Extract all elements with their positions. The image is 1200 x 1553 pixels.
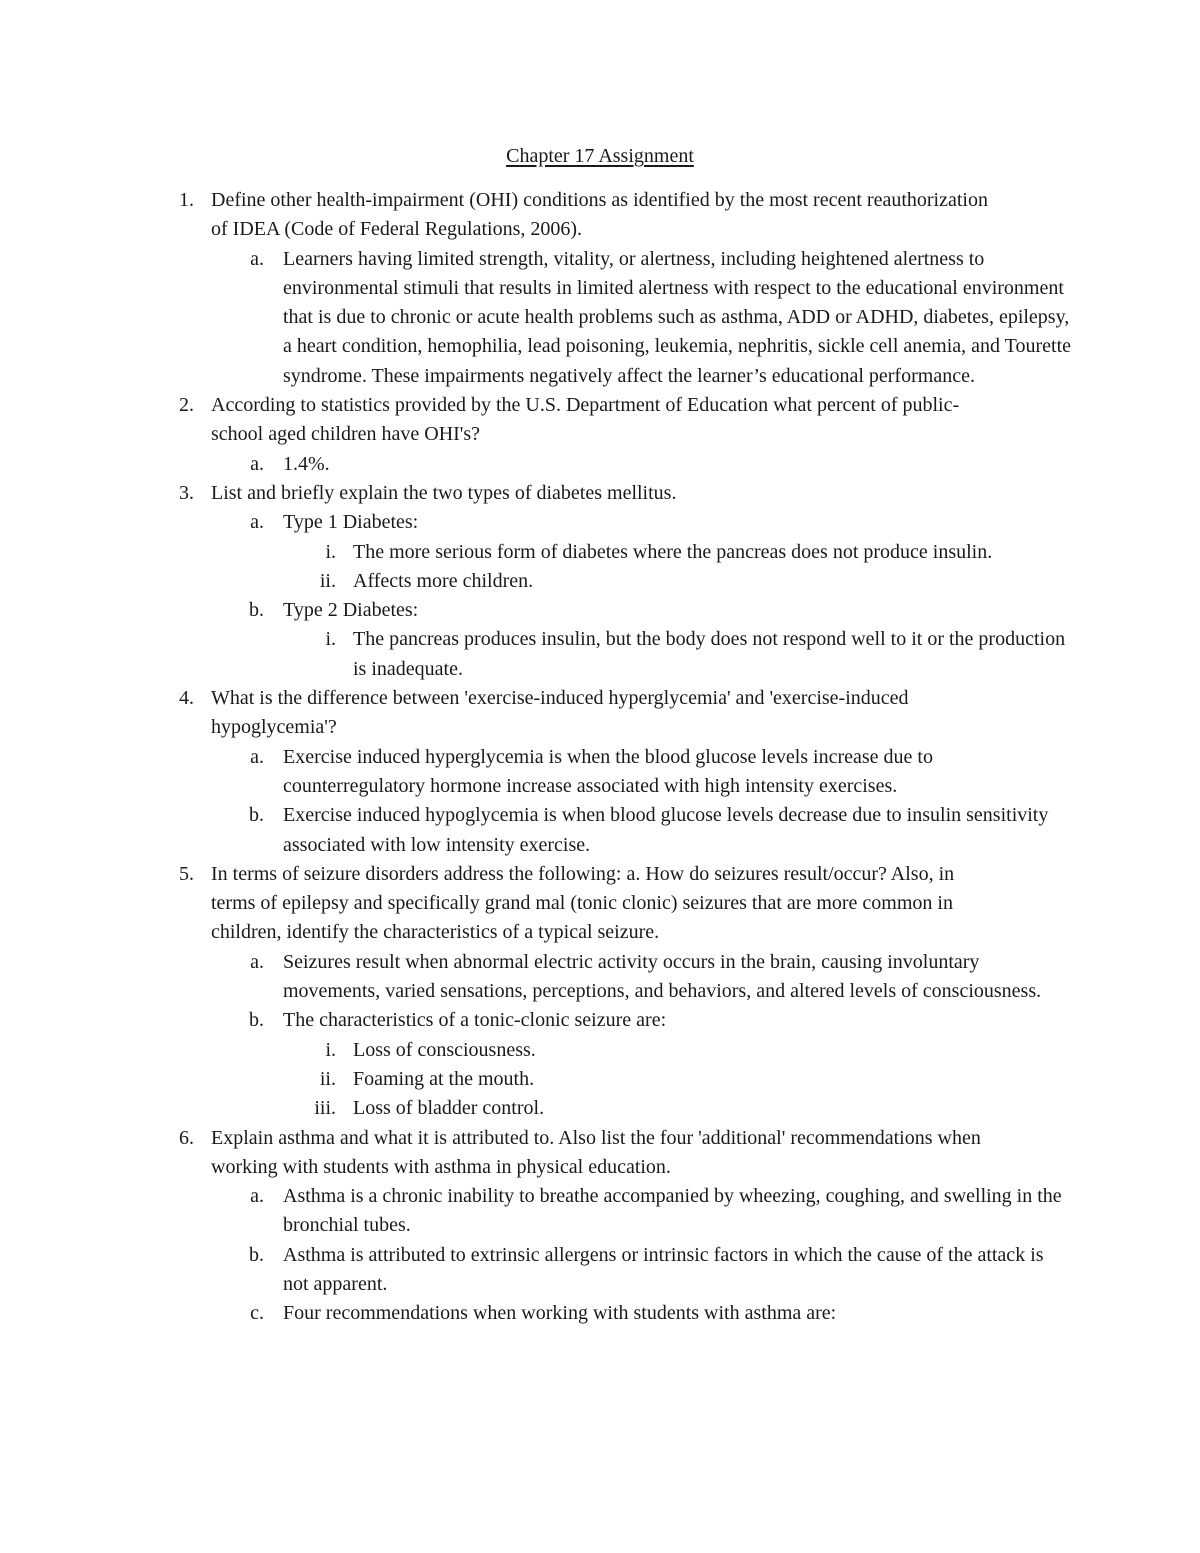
answer-item — [0, 743, 1200, 802]
answer-item — [0, 1182, 1200, 1241]
answer-text: Asthma is attributed to extrinsic allergens or intrinsic factors in which the cause of the attack is not apparent. — [283, 1243, 1044, 1295]
sub-answer-numeral: iii. — [314, 1097, 336, 1120]
sub-answer-numeral: ii. — [319, 569, 336, 592]
answer-item — [0, 1006, 1200, 1035]
answer-item — [0, 508, 1200, 537]
sub-answer-numeral: ii. — [319, 1067, 336, 1090]
answer-item — [0, 1299, 1200, 1328]
answer-text: Four recommendations when working with students with asthma are: — [283, 1302, 837, 1325]
question-text: List and briefly explain the two types of diabetes mellitus. — [211, 481, 677, 504]
page-title: Chapter 17 Assignment — [506, 145, 694, 167]
question-item — [0, 684, 1200, 743]
sub-answer-item — [0, 567, 1200, 596]
answer-item — [0, 948, 1200, 1007]
question-number: 1. — [179, 189, 194, 211]
question-text: According to statistics provided by the U.S. Department of Education what percent of public-school aged children have OHI's? — [211, 394, 960, 446]
answer-letter: c. — [250, 1302, 264, 1325]
answer-letter: a. — [250, 511, 264, 534]
sub-answer-text: The more serious form of diabetes where the pancreas does not produce insulin. — [353, 540, 993, 563]
question-text: In terms of seizure disorders address the following: a. How do seizures result/occur? Also, in terms of epilepsy and specifically grand mal (tonic clonic) seizures that are more common in children, identify the characteristics of a typical seizure. — [211, 862, 955, 944]
answer-item — [0, 450, 1200, 479]
sub-answer-item — [0, 1036, 1200, 1065]
answer-text: Type 2 Diabetes: — [283, 599, 419, 622]
answer-letter: b. — [249, 1009, 264, 1032]
question-item — [0, 1124, 1200, 1183]
sub-answer-numeral: i. — [325, 1038, 336, 1061]
answer-letter: a. — [250, 950, 264, 973]
answer-text: Exercise induced hyperglycemia is when the blood glucose levels increase due to counterregulatory hormone increase associated with high intensity exercises. — [283, 745, 933, 797]
question-item — [0, 860, 1200, 948]
answer-letter: a. — [250, 452, 264, 475]
answer-letter: a. — [250, 745, 264, 768]
sub-answer-numeral: i. — [325, 628, 336, 651]
answer-item — [0, 1241, 1200, 1300]
answer-text: Exercise induced hypoglycemia is when blood glucose levels decrease due to insulin sensitivity associated with low intensity exercise. — [283, 804, 1049, 856]
question-item — [0, 186, 1200, 245]
question-text: Explain asthma and what it is attributed to. Also list the four 'additional' recommendations when working with students with asthma in physical education. — [211, 1126, 981, 1178]
sub-answer-numeral: i. — [325, 540, 336, 563]
answer-letter: b. — [249, 599, 264, 622]
answer-item — [0, 596, 1200, 625]
question-list — [0, 186, 1200, 1329]
answer-text: Type 1 Diabetes: — [283, 511, 419, 534]
question-number: 3. — [179, 481, 194, 504]
question-item — [0, 391, 1200, 450]
question-text: Define other health-impairment (OHI) conditions as identified by the most recent reauthorization of IDEA (Code of Federal Regulations, 2006). — [211, 189, 988, 241]
sub-answer-item — [0, 1065, 1200, 1094]
question-item — [0, 479, 1200, 508]
answer-letter: a. — [250, 1185, 264, 1208]
answer-text: Asthma is a chronic inability to breathe accompanied by wheezing, coughing, and swelling in the bronchial tubes. — [283, 1185, 1062, 1237]
question-text: What is the difference between 'exercise-induced hyperglycemia' and 'exercise-induced hypoglycemia'? — [211, 687, 909, 739]
answer-letter: b. — [249, 804, 264, 827]
question-number: 5. — [179, 862, 194, 885]
question-number: 4. — [179, 687, 194, 710]
sub-answer-item — [0, 538, 1200, 567]
answer-letter: b. — [249, 1243, 264, 1266]
question-number: 6. — [179, 1126, 194, 1149]
answer-text: The characteristics of a tonic-clonic seizure are: — [283, 1009, 667, 1032]
question-number: 2. — [179, 394, 194, 417]
answer-text: 1.4%. — [283, 452, 330, 475]
answer-letter: a. — [250, 247, 264, 270]
sub-answer-text: Foaming at the mouth. — [353, 1067, 535, 1090]
sub-answer-text: Loss of consciousness. — [353, 1038, 536, 1061]
answer-item — [0, 245, 1200, 391]
sub-answer-text: Affects more children. — [353, 569, 534, 592]
sub-answer-item — [0, 1094, 1200, 1123]
sub-answer-item — [0, 625, 1200, 684]
answer-item — [0, 801, 1200, 860]
answer-text: Learners having limited strength, vitality, or alertness, including heightened alertness to environmental stimuli that results in limited alertness with respect to the educational environment that is due to chronic or acute health problems such as asthma, ADD or ADHD, diabetes, epilepsy, a heart condition, hemophilia, lead poisoning, leukemia, nephritis, sickle cell anemia, and Tourette syndrome. These impairments negatively affect the learner’s educational performance. — [283, 247, 1071, 387]
answer-text: Seizures result when abnormal electric activity occurs in the brain, causing involuntary movements, varied sensations, perceptions, and behaviors, and altered levels of consciousness. — [283, 950, 1042, 1003]
sub-answer-text: The pancreas produces insulin, but the body does not respond well to it or the production is inadequate. — [353, 628, 1066, 680]
sub-answer-text: Loss of bladder control. — [353, 1097, 545, 1120]
